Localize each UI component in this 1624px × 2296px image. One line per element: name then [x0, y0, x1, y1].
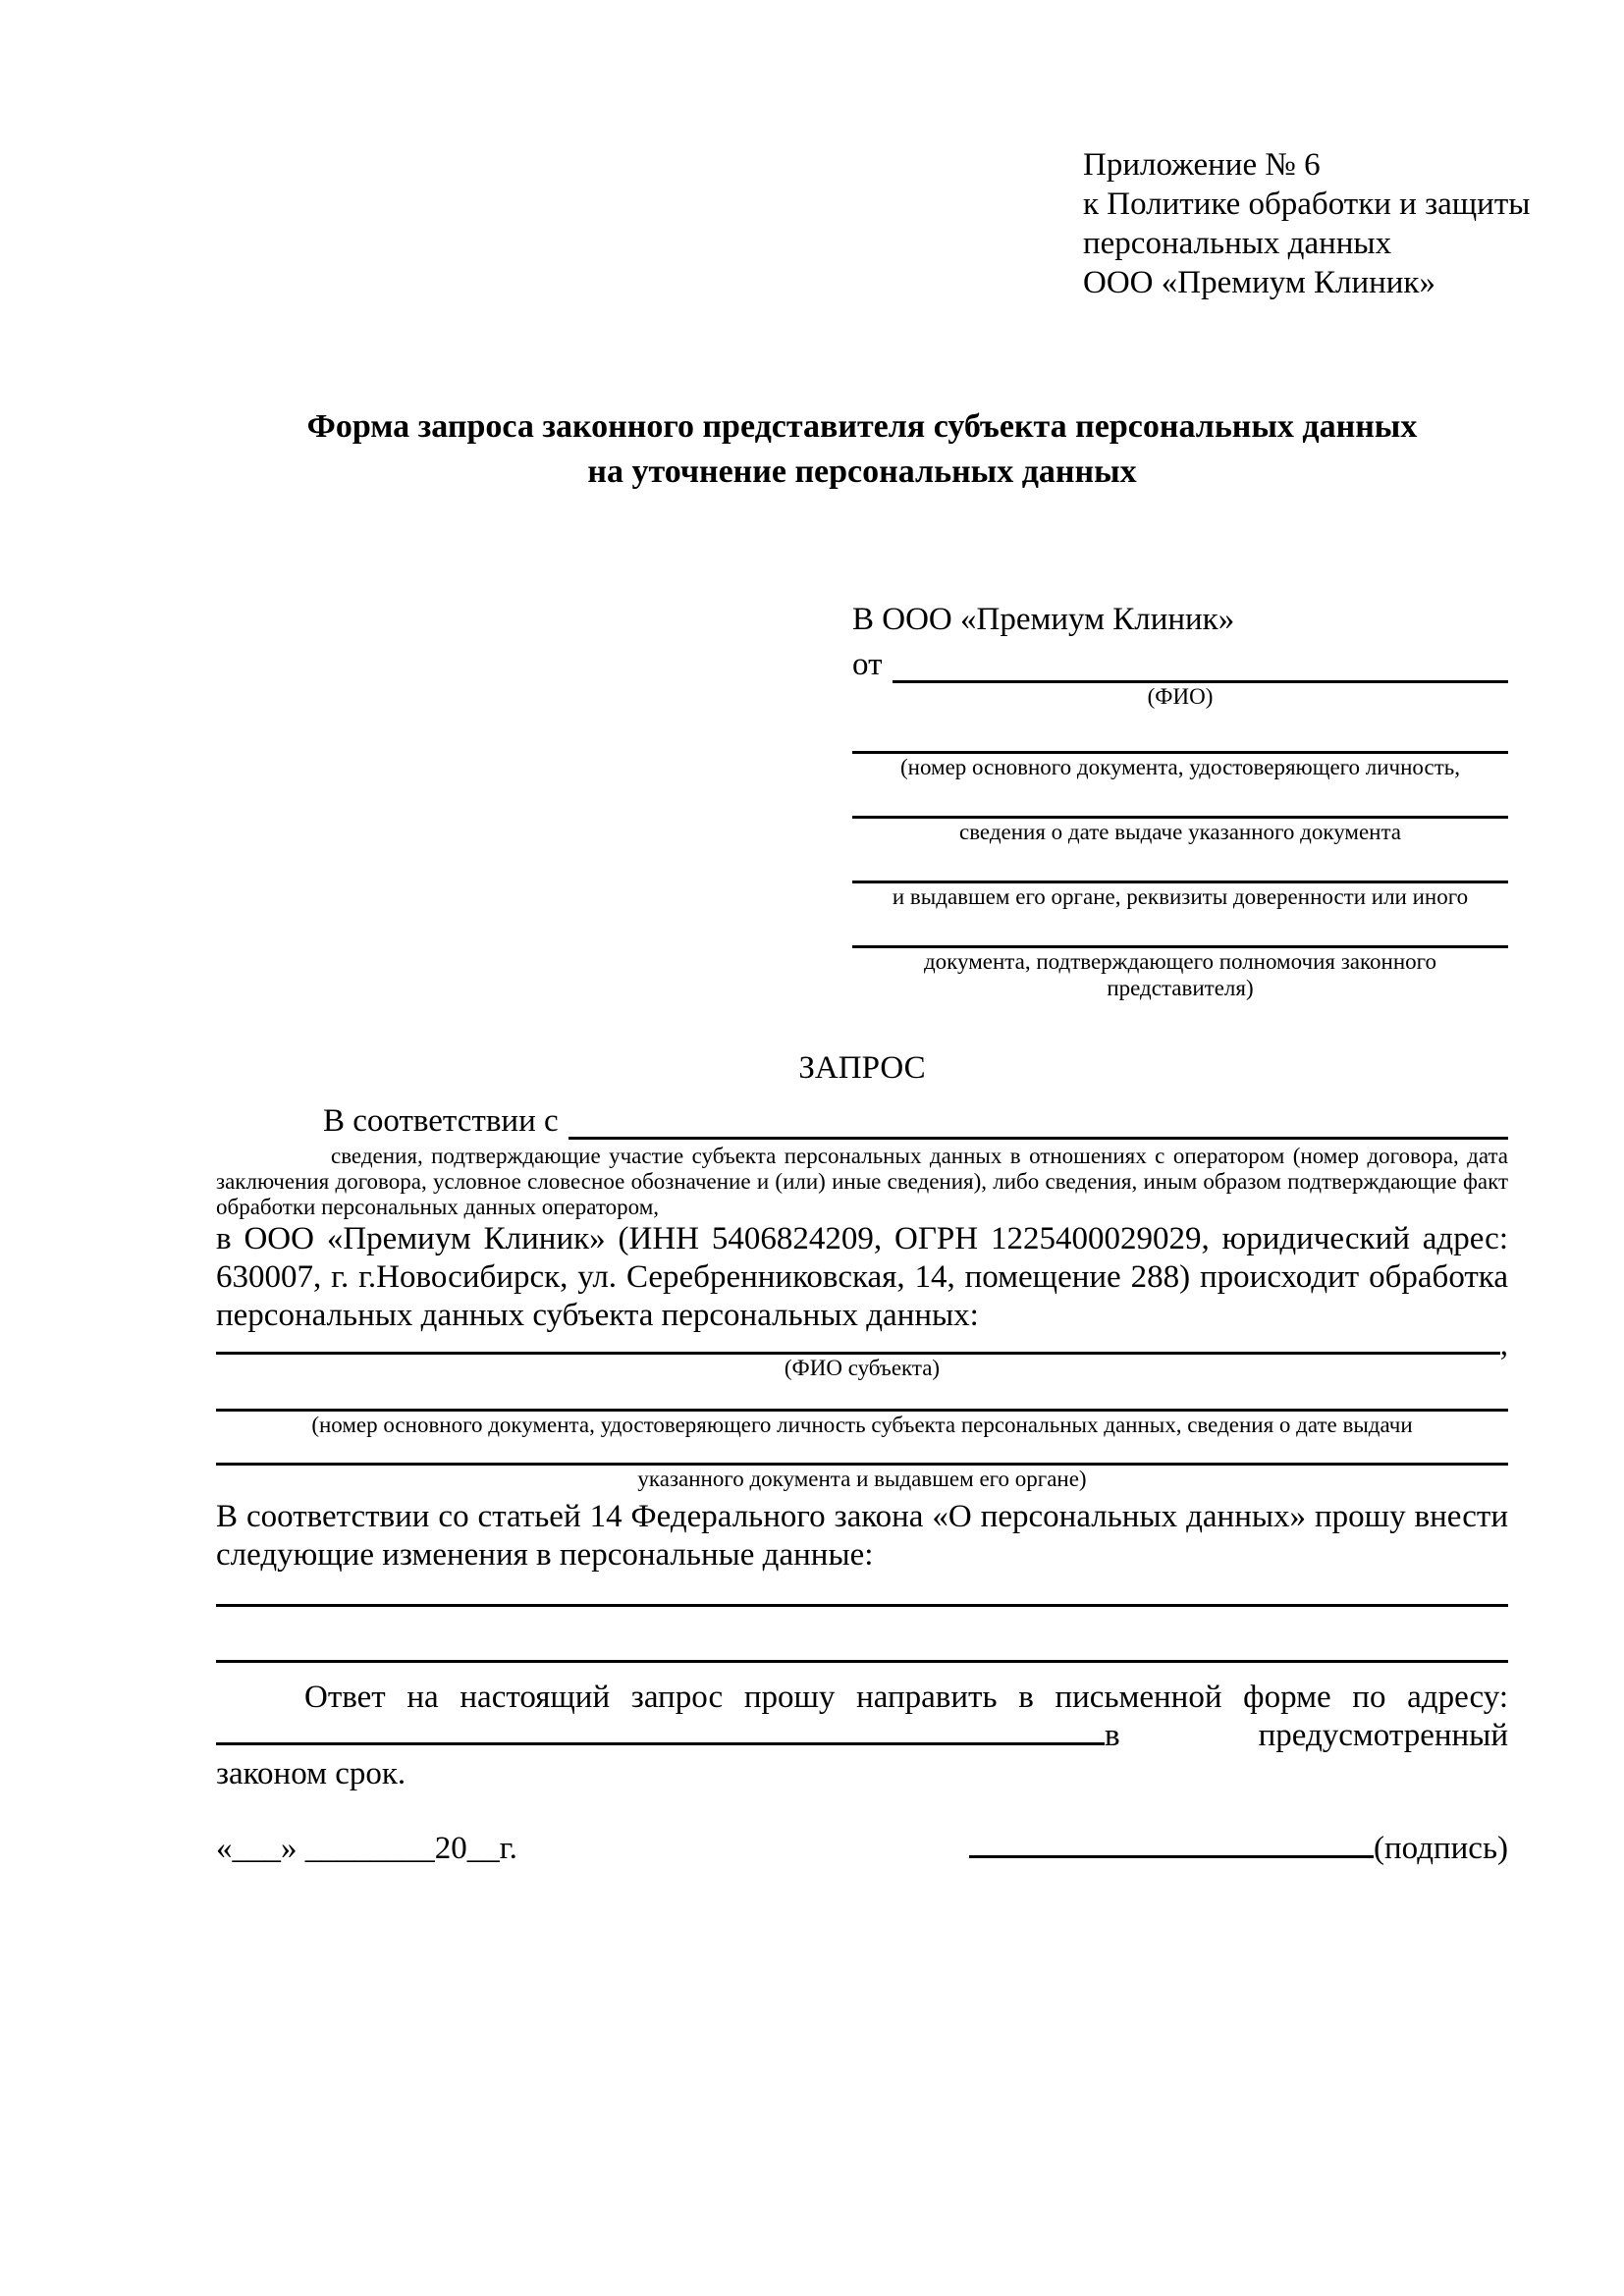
representative-doc-caption: документа, подтверждающего полномочия законного представителя)	[923, 949, 1436, 1000]
subject-doc-caption-1: (номер основного документа, удостоверяющего личность субъекта персональных данных, сведения о дате выдачи	[311, 1413, 1413, 1437]
representative-doc-caption: сведения о дате выдаче указанного документа	[958, 820, 1402, 844]
reply-paragraph-line: Ответ на настоящий запрос прошу направить в письменной форме по адресу:	[304, 1680, 1508, 1715]
reply-address-blank-line	[216, 1742, 1105, 1745]
according-blank-line	[568, 1137, 1508, 1140]
representative-doc-blank-line	[852, 910, 1508, 948]
signature-caption: (подпись)	[1374, 1831, 1508, 1866]
changes-blank-line-2	[216, 1607, 1508, 1663]
addressee-from-row	[852, 641, 1508, 683]
representative-doc-blank-line	[852, 710, 1508, 754]
changes-blank-line-1	[216, 1575, 1508, 1607]
trailing-comma: ,	[1499, 1327, 1508, 1362]
law-paragraph: В соответствии со статьей 14 Федерального закона «О персональных данных» прошу внести следующие изменения в персональные данные:	[216, 1499, 1508, 1573]
fio-caption: (ФИО)	[1147, 684, 1214, 709]
reply-closing: законом срок.	[216, 1756, 406, 1791]
subject-fio-caption: (ФИО субъекта)	[784, 1356, 941, 1380]
addressee-to: В ООО «Премиум Клиник»	[852, 602, 1235, 637]
signature-block	[969, 1829, 1508, 1868]
from-label: от	[852, 647, 883, 682]
according-row	[216, 1097, 1508, 1140]
appendix-line: персональных данных	[1083, 226, 1392, 261]
representative-doc-blank-line	[852, 780, 1508, 819]
reply-address-row	[216, 1717, 1508, 1755]
footer-row	[216, 1829, 1508, 1868]
operator-paragraph: в ООО «Премиум Клиник» (ИНН 5406824209, ОГРН 1225400029029, юридический адрес: 630007, г. г.Новосибирск, ул. Серебренниковская, 14, помещение 288) происходит обработка персональных данных субъекта персональных данных:	[216, 1221, 1508, 1333]
appendix-line: Приложение № 6	[1083, 147, 1321, 183]
reply-word-1: в	[1105, 1718, 1120, 1753]
addressee-block	[852, 599, 1508, 1001]
appendix-line: ООО «Премиум Клиник»	[1083, 265, 1435, 300]
document-title-line-2: на уточнение персональных данных	[587, 454, 1137, 490]
appendix-block	[1083, 145, 1531, 302]
date-field: «___» ________20__г.	[216, 1831, 517, 1866]
subject-doc-blank-line	[216, 1381, 1508, 1412]
reply-word-2: предусмотренный	[1258, 1718, 1508, 1753]
subject-doc-caption-2: указанного документа и выдавшем его органе)	[637, 1467, 1087, 1491]
representative-doc-caption: (номер основного документа, удостоверяющего личность,	[899, 755, 1460, 779]
representative-doc-blank-line	[852, 845, 1508, 883]
footnote-text: сведения, подтверждающие участие субъекта персональных данных в отношениях с оператором (номер договора, дата заключения договора, условное словесное обозначение и (или) иные сведения), либо сведения, иным образом подтверждающие факт обработки персональных данных оператором,	[216, 1144, 1508, 1219]
subject-fio-row	[216, 1327, 1508, 1362]
signature-blank-line	[969, 1855, 1374, 1858]
representative-doc-caption: и выдавшем его органе, реквизиты доверенности или иного	[892, 884, 1469, 909]
subject-doc-blank-line	[216, 1438, 1508, 1466]
appendix-line: к Политике обработки и защиты	[1083, 187, 1531, 222]
document-title-line-1: Форма запроса законного представителя субъекта персональных данных	[306, 408, 1418, 445]
request-heading: ЗАПРОС	[798, 1050, 926, 1086]
according-label: В соответствии с	[323, 1103, 559, 1139]
document-title	[216, 404, 1508, 495]
